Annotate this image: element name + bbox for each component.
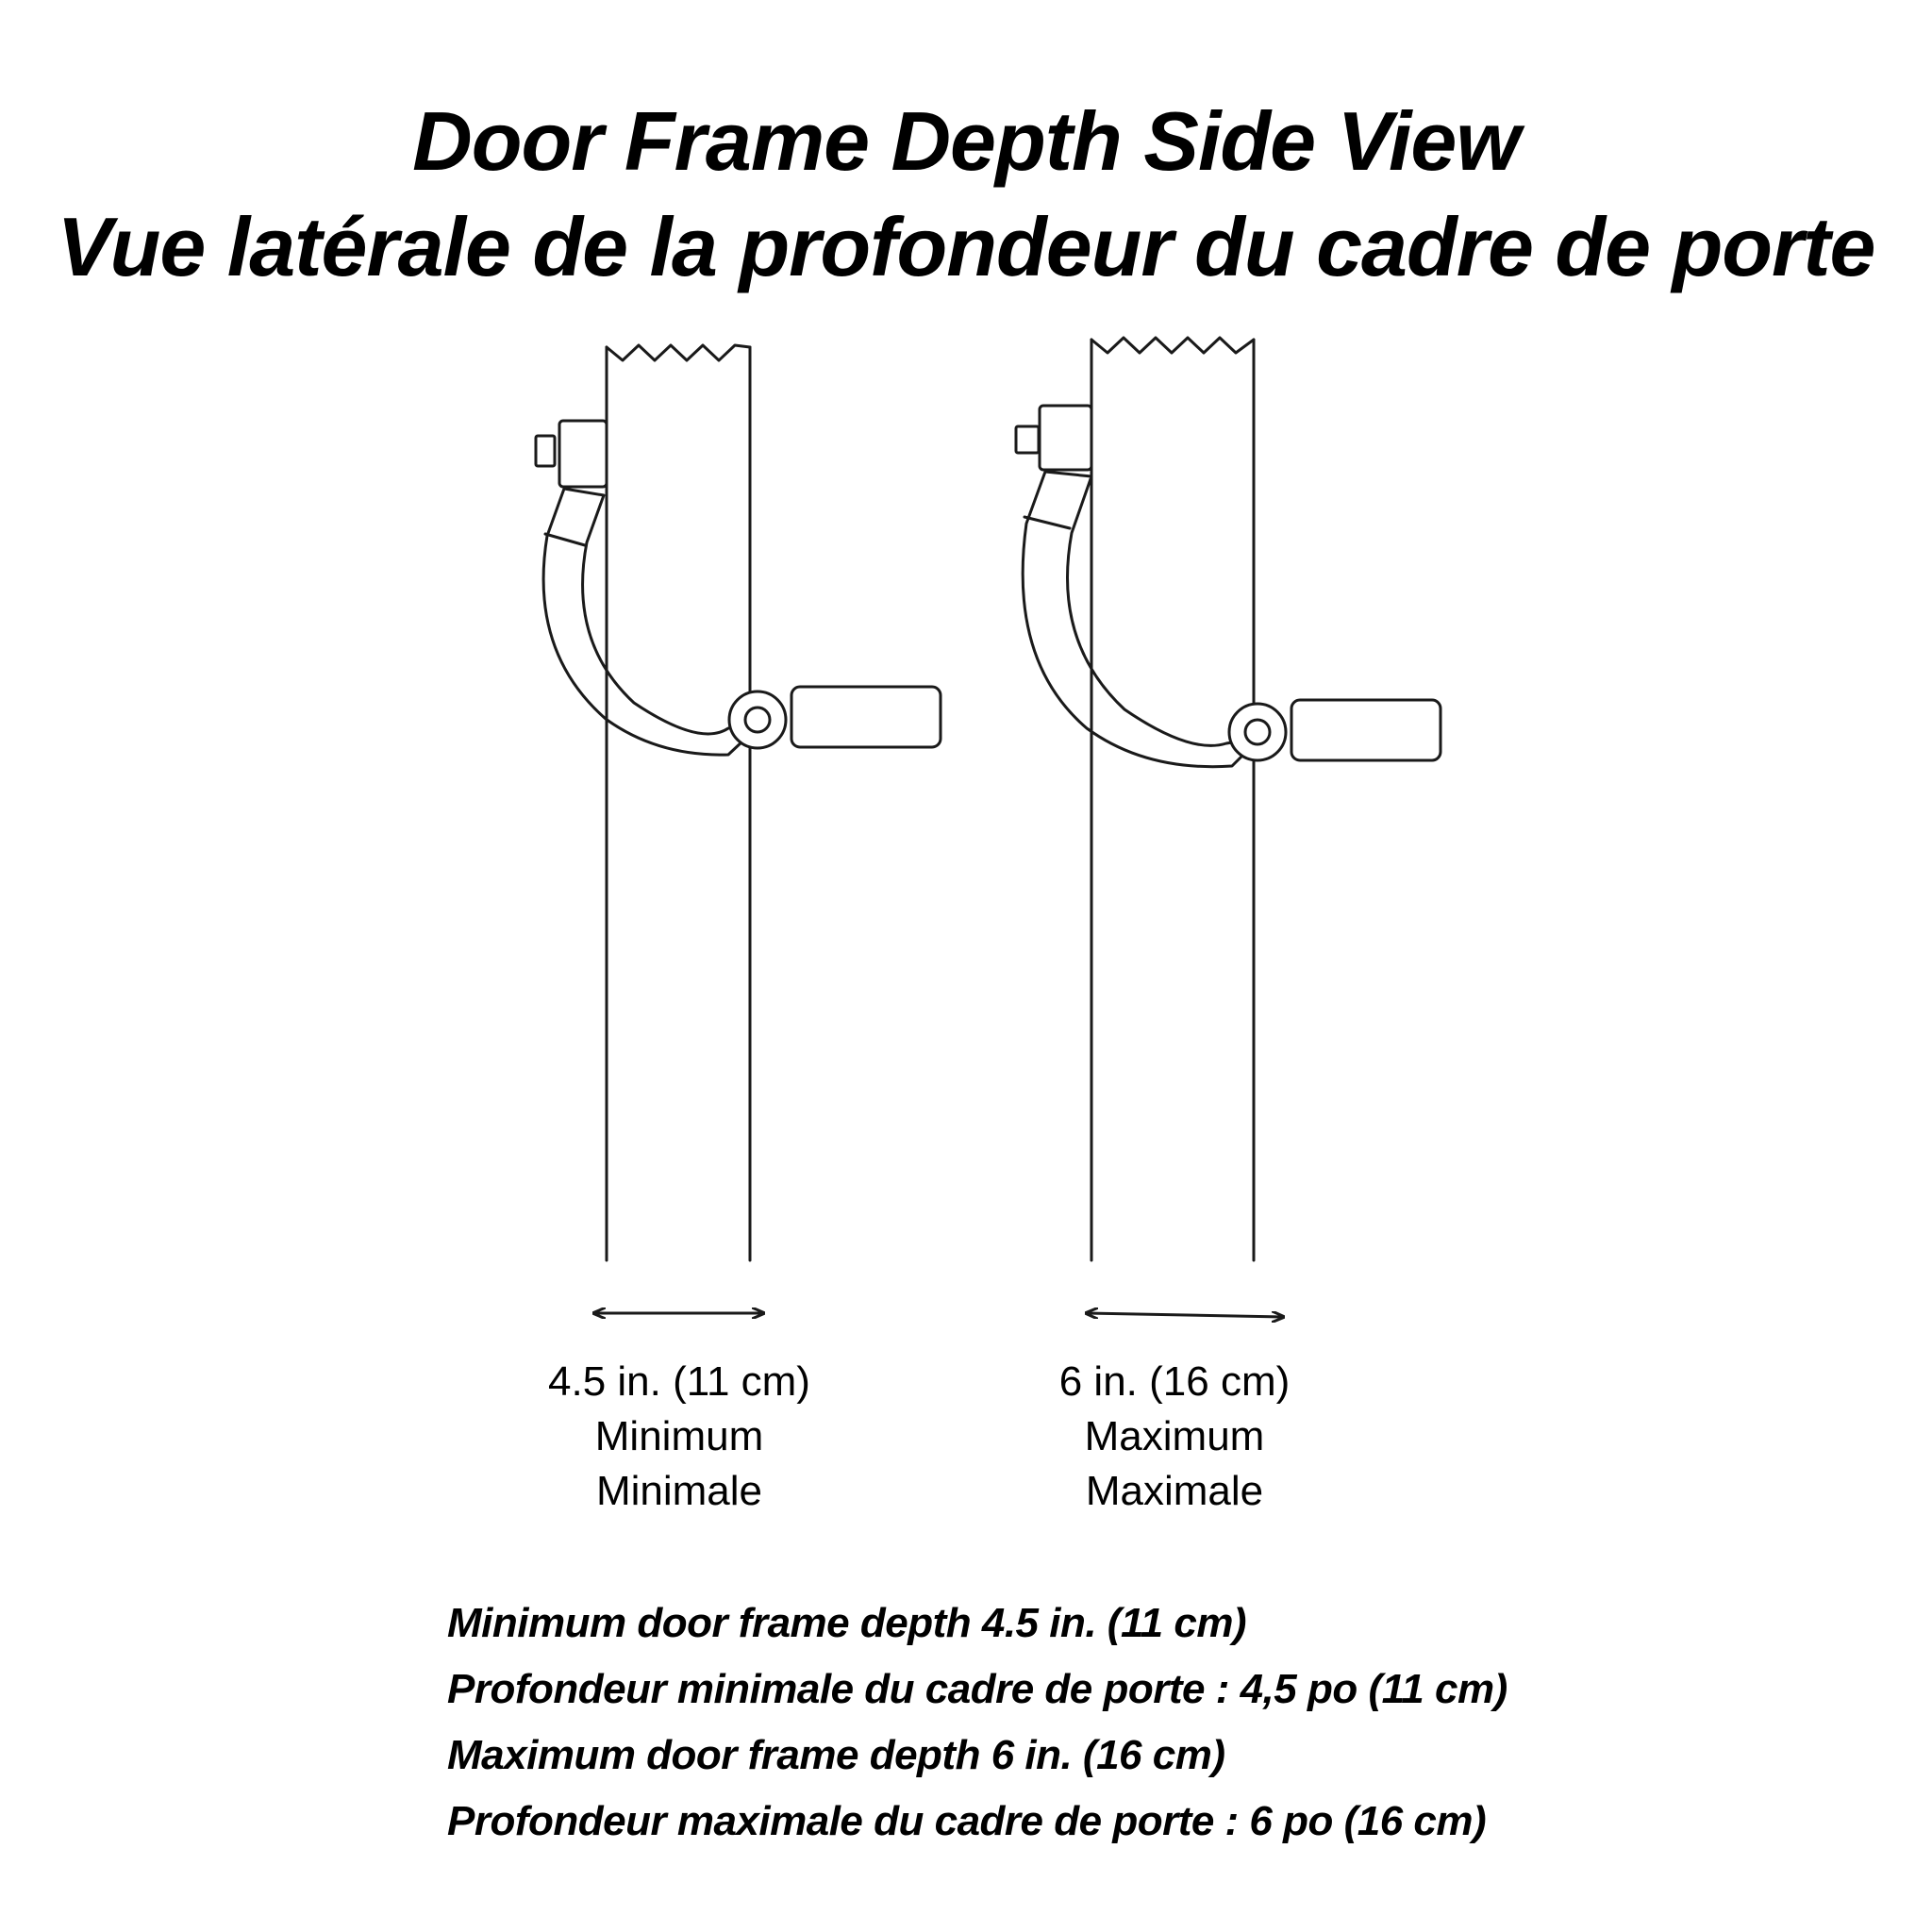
minimum-dimension-label [462,1355,896,1519]
minimum-label-english: Minimum [594,1413,764,1459]
clamp-tip-maximum [1016,426,1039,453]
door-frame-maximum [1091,338,1254,1260]
clamp-pad-maximum [1040,406,1091,470]
minimum-label-french: Minimale [595,1468,763,1514]
clamp-handle-maximum [1291,700,1441,760]
clamp-pad-minimum [559,421,607,487]
title-french: Vue latérale de la profondeur du cadre de porte [57,200,1875,293]
minimum-frame-diagram [536,345,941,1313]
clamp-handle-minimum [791,687,941,747]
maximum-dimension-value: 6 in. (16 cm) [1058,1358,1291,1405]
maximum-label-french: Maximale [1085,1468,1264,1514]
clamp-pivot-minimum [729,691,786,748]
clamp-minimum [536,421,941,755]
depth-notes [447,1591,1507,1855]
note-maximum-french: Profondeur maximale du cadre de porte : 6 po (16 cm) [447,1798,1487,1844]
clamp-arm-maximum [1023,472,1260,767]
maximum-label-english: Maximum [1084,1413,1265,1459]
clamp-arm-minimum [543,489,758,755]
minimum-dimension-value: 4.5 in. (11 cm) [548,1358,810,1405]
dimension-arrow-maximum [1087,1313,1283,1317]
maximum-frame-diagram [1016,338,1441,1317]
note-minimum-english: Minimum door frame depth 4.5 in. (11 cm) [447,1600,1247,1646]
title-english: Door Frame Depth Side View [412,94,1520,188]
maximum-dimension-label [958,1355,1391,1519]
door-frame-minimum [607,345,750,1260]
clamp-tip-minimum [536,436,555,466]
clamp-pivot-maximum [1229,704,1286,760]
note-maximum-english: Maximum door frame depth 6 in. (16 cm) [447,1732,1225,1778]
clamp-maximum [1016,406,1441,767]
note-minimum-french: Profondeur minimale du cadre de porte : 4,5 po (11 cm) [447,1666,1507,1712]
